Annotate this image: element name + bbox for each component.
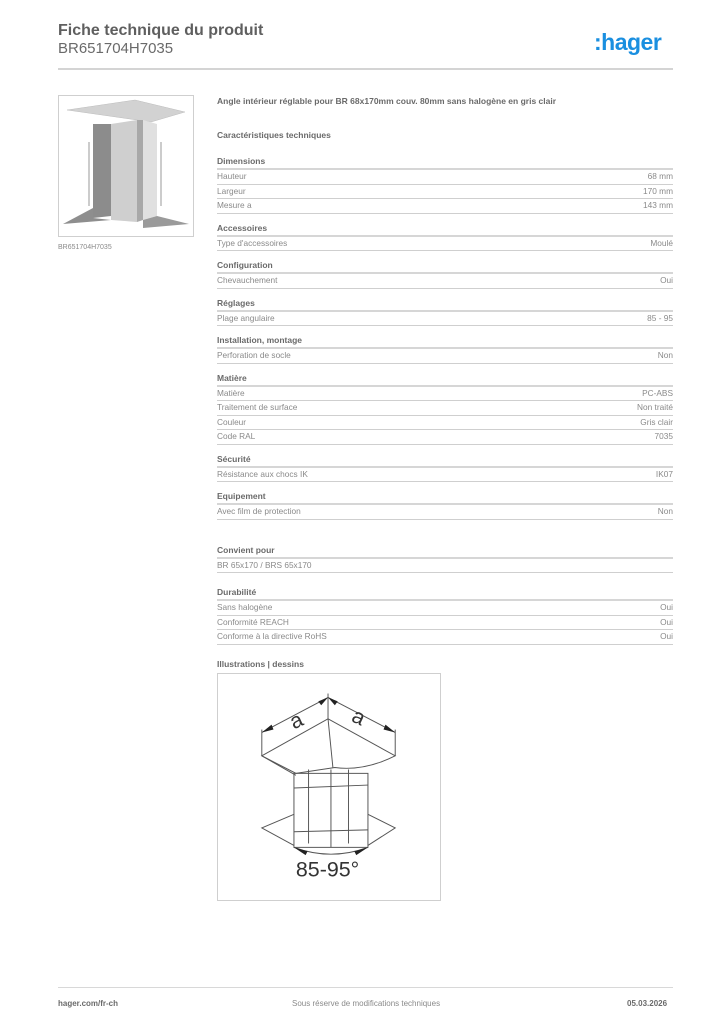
spec-group xyxy=(217,373,673,445)
technical-drawing xyxy=(217,673,441,901)
spec-row xyxy=(217,559,673,574)
spec-group xyxy=(217,260,673,289)
spec-group xyxy=(217,454,673,483)
product-image-caption: BR651704H7035 xyxy=(58,244,112,251)
footer-divider xyxy=(58,987,673,988)
spec-label: Largeur xyxy=(217,185,246,196)
spec-row xyxy=(217,199,673,214)
spec-label: Matière xyxy=(217,387,245,398)
group-title: Accessoires xyxy=(217,223,673,237)
angle-drawing-icon xyxy=(218,674,440,900)
spec-value: Non traité xyxy=(637,402,673,412)
spec-row xyxy=(217,170,673,185)
group-title: Configuration xyxy=(217,260,673,274)
spec-value: Oui xyxy=(660,275,673,285)
group-title: Convient pour xyxy=(217,545,673,559)
spec-row xyxy=(217,468,673,483)
footer-notice: Sous réserve de modifications techniques xyxy=(292,999,441,1008)
spec-value: Non xyxy=(657,506,673,516)
spec-row xyxy=(217,387,673,402)
group-title: Matière xyxy=(217,373,673,387)
spec-row xyxy=(217,274,673,289)
spec-row xyxy=(217,616,673,631)
hager-logo: :hager xyxy=(594,29,662,55)
spec-value: Oui xyxy=(660,616,673,627)
spec-row xyxy=(217,349,673,364)
section-subtitle: Caractéristiques techniques xyxy=(217,130,331,140)
spec-label: Perforation de socle xyxy=(217,350,291,360)
spec-value: Moulé xyxy=(650,237,673,248)
spec-label: Code RAL xyxy=(217,431,256,441)
spec-value: PC-ABS xyxy=(642,387,673,398)
group-title: Equipement xyxy=(217,491,673,505)
spec-label: Mesure a xyxy=(217,200,252,210)
spec-row xyxy=(217,416,673,431)
spec-label: Chevauchement xyxy=(217,275,278,285)
spec-group xyxy=(217,335,673,364)
spec-group xyxy=(217,156,673,214)
spec-value: BR 65x170 / BRS 65x170 xyxy=(217,559,312,570)
spec-value: 170 mm xyxy=(643,185,673,196)
spec-label: Conformité REACH xyxy=(217,616,289,627)
spec-row xyxy=(217,430,673,445)
spec-value: IK07 xyxy=(655,468,673,479)
group-title: Réglages xyxy=(217,298,673,312)
spec-value: Oui xyxy=(660,602,673,612)
spec-label: Avec film de protection xyxy=(217,506,301,516)
spec-row xyxy=(217,237,673,252)
group-title: Sécurité xyxy=(217,454,673,468)
product-image xyxy=(58,95,194,237)
dimension-label-left: a xyxy=(285,706,307,734)
spec-row xyxy=(217,601,673,616)
illustrations-title: Illustrations | dessins xyxy=(217,658,304,669)
spec-label: Conforme à la directive RoHS xyxy=(217,631,327,641)
spec-value: 143 mm xyxy=(643,200,673,210)
footer-website: hager.com/fr-ch xyxy=(58,999,119,1008)
spec-row xyxy=(217,630,673,645)
spec-group xyxy=(217,223,673,252)
specs-section xyxy=(217,96,673,901)
spec-group xyxy=(217,298,673,327)
header-divider xyxy=(58,68,673,70)
group-title: Durabilité xyxy=(217,587,673,601)
spec-value: 68 mm xyxy=(647,171,673,181)
footer-date: 05.03.2026 xyxy=(627,999,668,1008)
page-title: Fiche technique du produit xyxy=(58,22,264,39)
group-title: Dimensions xyxy=(217,156,673,170)
spec-label: Hauteur xyxy=(217,171,247,181)
spec-row xyxy=(217,401,673,416)
product-photo-icon xyxy=(59,96,193,236)
group-title: Installation, montage xyxy=(217,335,673,349)
spec-label: Couleur xyxy=(217,416,247,427)
spec-group-convient xyxy=(217,545,673,574)
spec-value: Gris clair xyxy=(640,416,673,427)
spec-value: Oui xyxy=(660,631,673,641)
spec-label: Sans halogène xyxy=(217,602,273,612)
spec-value: 85 - 95 xyxy=(647,312,673,323)
spec-label: Traitement de surface xyxy=(217,402,298,412)
spec-label: Résistance aux chocs IK xyxy=(217,468,308,479)
spec-row xyxy=(217,185,673,200)
spec-group-durabilite xyxy=(217,587,673,645)
dimension-label-right: a xyxy=(348,703,370,730)
spec-value: Non xyxy=(657,350,673,360)
spec-row xyxy=(217,505,673,520)
spec-value: 7035 xyxy=(654,431,673,441)
product-description: Angle intérieur réglable pour BR 68x170mm couv. 80mm sans halogène en gris clair xyxy=(217,96,557,106)
spec-label: Type d'accessoires xyxy=(217,237,288,248)
angle-range-label: 85-95° xyxy=(295,857,360,882)
spec-label: Plage angulaire xyxy=(217,312,275,323)
product-code: BR651704H7035 xyxy=(58,40,174,57)
spec-row xyxy=(217,312,673,327)
spec-group xyxy=(217,491,673,520)
